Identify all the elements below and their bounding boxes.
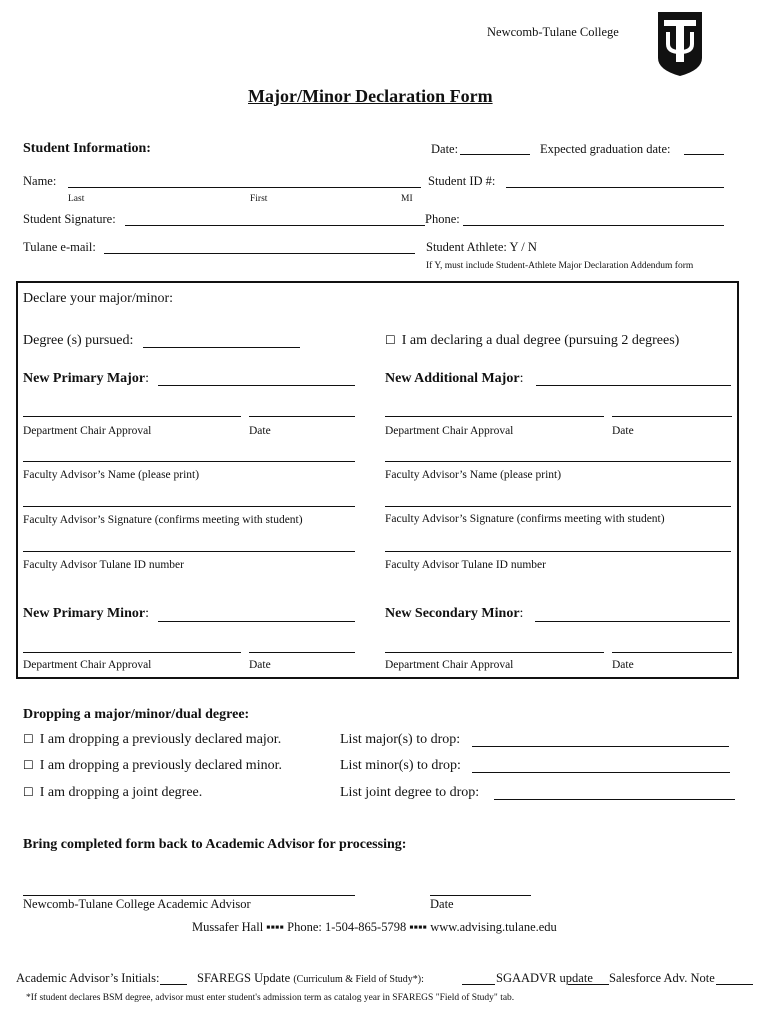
footnote: *If student declares BSM degree, advisor must enter student's admission term as catalog year in SFAREGS "Field of Study" tab.	[26, 993, 515, 1003]
secondary-minor-field[interactable]	[535, 621, 730, 622]
degree-field[interactable]	[143, 347, 300, 348]
additional-major-field[interactable]	[536, 385, 731, 386]
primary-minor-field[interactable]	[158, 621, 355, 622]
dept-chair-approval-label: Department Chair Approval	[23, 659, 152, 671]
phone-label: Phone:	[425, 212, 460, 226]
advisor-signature-label: Faculty Advisor’s Signature (confirms meeting with student)	[23, 514, 303, 526]
signature-field[interactable]	[125, 225, 425, 226]
advisor-initials-field[interactable]	[160, 984, 187, 985]
drop-major-list-field[interactable]	[472, 746, 729, 747]
drop-joint-option[interactable]: ☐ I am dropping a joint degree.	[23, 785, 203, 800]
drop-major-option[interactable]: ☐ I am dropping a previously declared major.	[23, 732, 282, 747]
advisor-id-label: Faculty Advisor Tulane ID number	[23, 559, 184, 571]
name-part-first: First	[250, 194, 268, 204]
dropping-heading: Dropping a major/minor/dual degree:	[23, 707, 250, 722]
sec-minor-chair-date-line[interactable]	[612, 652, 732, 653]
academic-advisor-label: Newcomb-Tulane College Academic Advisor	[23, 897, 251, 911]
add-major-chair-date-line[interactable]	[612, 416, 732, 417]
contact-info: Mussafer Hall ▪▪▪▪ Phone: 1-504-865-5798 ▪▪▪▪ www.advising.tulane.edu	[192, 920, 557, 934]
advisor-name-line[interactable]	[23, 461, 355, 462]
sfaregs-field[interactable]	[462, 984, 495, 985]
form-title: Major/Minor Declaration Form	[248, 86, 493, 106]
advisor-id-label: Faculty Advisor Tulane ID number	[385, 559, 546, 571]
declare-heading: Declare your major/minor:	[23, 291, 174, 306]
add-major-chair-signature-line[interactable]	[385, 416, 604, 417]
academic-advisor-date-label: Date	[430, 897, 454, 911]
sec-minor-chair-signature-line[interactable]	[385, 652, 604, 653]
date-label: Date	[612, 425, 634, 437]
advisor-signature-label: Faculty Advisor’s Signature (confirms meeting with student)	[385, 513, 665, 525]
minor-chair-date-line[interactable]	[249, 652, 355, 653]
drop-joint-list-label: List joint degree to drop:	[340, 785, 480, 800]
degree-label: Degree (s) pursued:	[23, 333, 134, 348]
primary-minor-label: New Primary Minor:	[23, 606, 149, 621]
secondary-minor-label: New Secondary Minor:	[385, 606, 524, 621]
major-chair-signature-line[interactable]	[23, 416, 241, 417]
name-part-mi: MI	[401, 194, 413, 204]
grad-date-label: Expected graduation date:	[540, 142, 671, 156]
primary-major-label: New Primary Major:	[23, 371, 149, 386]
sgaadvr-field[interactable]	[568, 984, 609, 985]
drop-joint-list-field[interactable]	[494, 799, 735, 800]
college-name: Newcomb-Tulane College	[487, 25, 619, 39]
checkbox-icon[interactable]: ☐	[23, 732, 34, 746]
athlete-note: If Y, must include Student-Athlete Major Declaration Addendum form	[426, 261, 694, 271]
drop-minor-list-field[interactable]	[472, 772, 730, 773]
email-field[interactable]	[104, 253, 415, 254]
dept-chair-approval-label: Department Chair Approval	[23, 425, 152, 437]
major-chair-date-line[interactable]	[249, 416, 355, 417]
advisor-initials-label: Academic Advisor’s Initials:	[16, 971, 160, 985]
signature-label: Student Signature:	[23, 212, 116, 226]
student-info-heading: Student Information:	[23, 141, 151, 156]
advisor-name-line[interactable]	[385, 461, 731, 462]
checkbox-icon[interactable]: ☐	[23, 758, 34, 772]
primary-major-field[interactable]	[158, 385, 355, 386]
checkbox-icon[interactable]: ☐	[23, 785, 34, 799]
dept-chair-approval-label: Department Chair Approval	[385, 425, 514, 437]
minor-chair-signature-line[interactable]	[23, 652, 241, 653]
date-label: Date:	[431, 142, 459, 156]
drop-major-list-label: List major(s) to drop:	[340, 732, 461, 747]
name-label: Name:	[23, 174, 57, 188]
advisor-name-label: Faculty Advisor’s Name (please print)	[23, 469, 200, 481]
drop-minor-option[interactable]: ☐ I am dropping a previously declared minor.	[23, 758, 282, 773]
athlete-label: Student Athlete: Y / N	[426, 240, 537, 254]
dual-degree-label: I am declaring a dual degree (pursuing 2 degrees)	[401, 333, 680, 348]
name-field[interactable]	[68, 187, 421, 188]
date-label: Date	[249, 659, 271, 671]
salesforce-label: Salesforce Adv. Note	[609, 971, 715, 985]
checkbox-icon[interactable]: ☐	[385, 333, 396, 347]
date-label: Date	[612, 659, 634, 671]
bring-back-instruction: Bring completed form back to Academic Advisor for processing:	[23, 837, 407, 852]
dept-chair-approval-label: Department Chair Approval	[385, 659, 514, 671]
additional-major-label: New Additional Major:	[385, 371, 524, 386]
name-part-last: Last	[68, 194, 85, 204]
advisor-id-line[interactable]	[385, 551, 731, 552]
sfaregs-label: SFAREGS Update (Curriculum & Field of Study*):	[197, 971, 424, 985]
advisor-signature-line[interactable]	[385, 506, 731, 507]
dual-degree-option[interactable]	[385, 333, 679, 349]
academic-advisor-date-line[interactable]	[430, 895, 531, 896]
phone-field[interactable]	[463, 225, 724, 226]
salesforce-field[interactable]	[716, 984, 753, 985]
student-id-field[interactable]	[506, 187, 724, 188]
academic-advisor-signature-line[interactable]	[23, 895, 355, 896]
advisor-name-label: Faculty Advisor’s Name (please print)	[385, 469, 562, 481]
date-field[interactable]	[460, 154, 530, 155]
advisor-id-line[interactable]	[23, 551, 355, 552]
date-label: Date	[249, 425, 271, 437]
drop-minor-list-label: List minor(s) to drop:	[340, 758, 461, 773]
advisor-signature-line[interactable]	[23, 506, 355, 507]
tulane-shield-logo	[656, 10, 704, 78]
student-id-label: Student ID #:	[428, 174, 496, 188]
sgaadvr-label: SGAADVR update	[496, 971, 593, 985]
grad-date-field[interactable]	[684, 154, 724, 155]
email-label: Tulane e-mail:	[23, 240, 96, 254]
